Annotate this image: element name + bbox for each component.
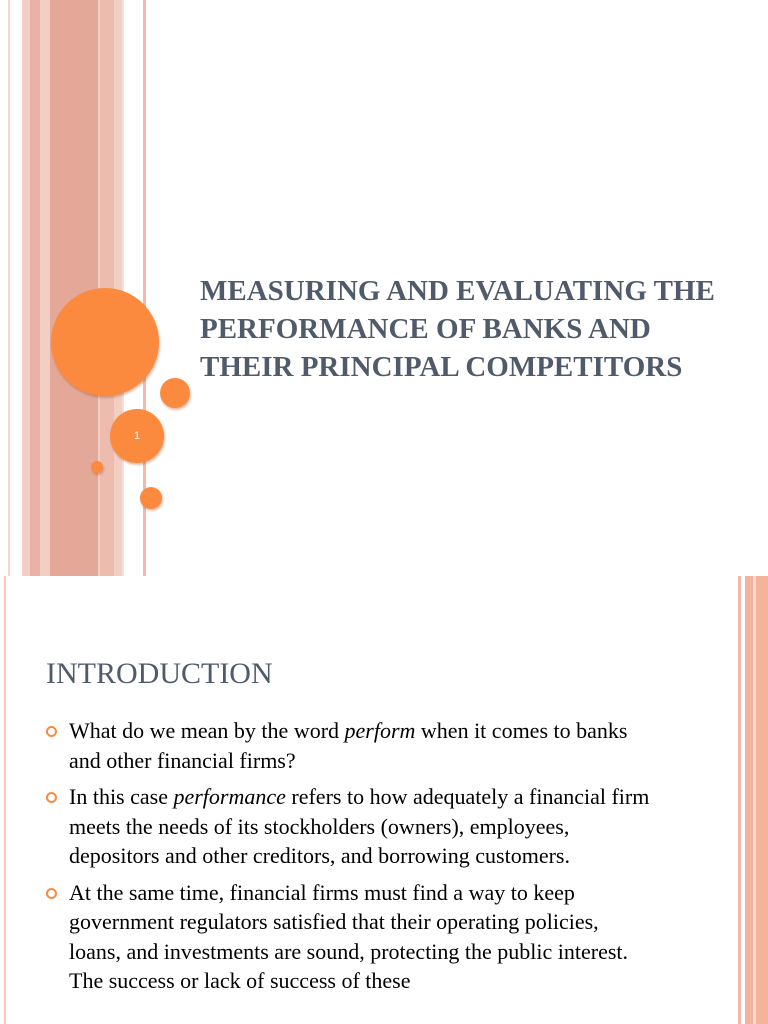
bullet-emphasis: perform (344, 718, 416, 743)
section-heading: INTRODUCTION (46, 657, 273, 690)
bullet-item (46, 782, 656, 871)
decorative-stripe (50, 0, 98, 576)
slide-title: MEASURING AND EVALUATING THE PERFORMANCE OF BANKS AND THEIR PRINCIPAL COMPETITORS (200, 275, 715, 383)
decorative-circle-large (51, 288, 159, 396)
decorative-stripe (8, 0, 10, 576)
hollow-circle-bullet-icon (46, 726, 57, 737)
slide-number: 1 (133, 430, 141, 442)
bullet-text: refers to how adequately a financial firm meets the needs of its stockholders (owners), employees, depositors and other creditors, and borrowing customers. (69, 784, 650, 868)
decorative-stripe (745, 576, 768, 1024)
bullet-item (46, 878, 656, 996)
bullet-text: What do we mean by the word (69, 718, 345, 743)
bullet-emphasis: performance (173, 784, 286, 809)
decorative-stripe (753, 576, 756, 1024)
decorative-stripe (4, 576, 6, 1024)
decorative-stripe (738, 576, 741, 1024)
bullet-item (46, 716, 656, 775)
hollow-circle-bullet-icon (46, 792, 57, 803)
decorative-circle-tiny (91, 461, 103, 473)
bullet-text: In this case (69, 784, 174, 809)
hollow-circle-bullet-icon (46, 888, 57, 899)
decorative-circle-small (160, 378, 190, 408)
bullet-list (46, 716, 656, 1003)
decorative-stripe (30, 0, 40, 576)
bullet-text: At the same time, financial firms must find a way to keep government regulators satisfied that their operating policies, loans, and investments are sound, protecting the public interest. The success or lack of success of these (69, 879, 629, 993)
introduction-slide (0, 576, 768, 1024)
bullet-text: when it comes to banks and other financial firms? (69, 718, 628, 773)
decorative-stripe (122, 0, 124, 576)
decorative-circle-small (140, 487, 162, 509)
